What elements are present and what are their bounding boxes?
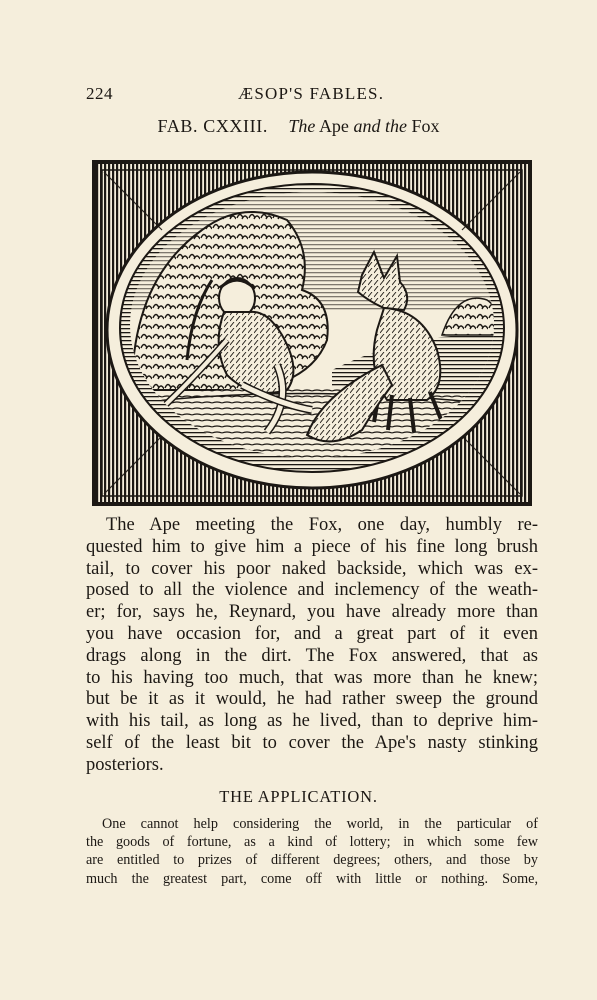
- fable-text-line: posed to all the violence and inclemency of the weath-: [86, 580, 538, 601]
- application-text-line: One cannot help considering the world, in the particular of: [102, 816, 538, 832]
- fable-text-line: you have occasion for, and a great part of it even: [86, 623, 538, 644]
- application-text-line: much the greatest part, come off with little or nothing. Some,: [86, 870, 538, 887]
- application-heading: THE APPLICATION.: [219, 787, 378, 806]
- book-title: ÆSOP'S FABLES.: [238, 84, 385, 103]
- fable-title-and: and: [353, 116, 381, 136]
- fable-title-fox: Fox: [411, 116, 440, 136]
- fable-text-line: with his tail, as long as he lived, than to deprive him-: [86, 711, 538, 732]
- fable-title-the: The: [288, 116, 316, 136]
- page-number: 224: [86, 84, 113, 103]
- fable-text-line: self of the least bit to cover the Ape's nasty stinking: [86, 732, 538, 753]
- fable-title-ape: Ape: [318, 116, 349, 136]
- fable-heading: [0, 116, 597, 140]
- fable-text-line: The Ape meeting the Fox, one day, humbly re-: [106, 515, 538, 535]
- fable-text-line: drags along in the dirt. The Fox answered, that as: [86, 645, 538, 666]
- woodcut-illustration: [92, 160, 532, 506]
- fable-text-line: to his having too much, that was more than he knew;: [86, 667, 538, 688]
- fable-text-line: er; for, says he, Reynard, you have already more than: [86, 602, 538, 623]
- running-head: [86, 84, 512, 106]
- fable-text-line: tail, to cover his poor naked backside, which was ex-: [86, 558, 538, 579]
- application-text-line: are entitled to prizes of different degrees; others, and those by: [86, 852, 538, 869]
- fable-number: FAB. CXXIII.: [157, 116, 268, 136]
- fable-text-line: quested him to give him a piece of his fine long brush: [86, 536, 538, 557]
- fable-text: [86, 515, 538, 777]
- application-text-line: the goods of fortune, as a kind of lottery; in which some few: [86, 834, 538, 851]
- fable-title-the-2: the: [384, 116, 407, 136]
- fable-text-line: but be it as it would, he had rather sweep the ground: [86, 689, 538, 710]
- application-text: [86, 815, 538, 888]
- fable-text-line: posteriors.: [86, 754, 164, 775]
